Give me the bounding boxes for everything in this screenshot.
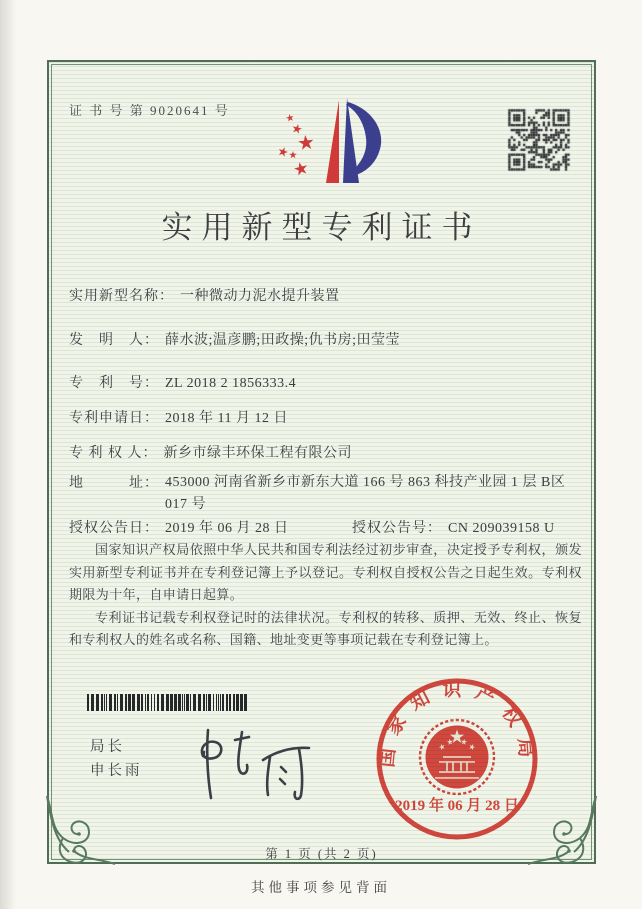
legal-paragraph-2: 专利证书记载专利权登记时的法律状况。专利权的转移、质押、无效、终止、恢复和专利权人的姓名或名称、国籍、地址变更等事项记载在专利登记簿上。 (69, 609, 582, 648)
certificate-number: 证 书 号 第 9020641 号 (69, 103, 230, 118)
corner-flourish-icon (526, 794, 600, 868)
legal-text (69, 539, 582, 652)
director-title: 局长 (90, 739, 125, 755)
page-info: 第 1 页 (共 2 页) (265, 847, 378, 861)
qr-code (507, 108, 571, 172)
field-name (69, 285, 340, 305)
field-name-label: 实用新型名称： (69, 289, 174, 304)
field-address-value: 453000 河南省新乡市新东大道 166 号 863 科技产业园 1 层 B区 017 号 (165, 475, 566, 512)
field-patent-no-value: ZL 2018 2 1856333.4 (165, 376, 297, 391)
field-filing-date-value: 2018 年 11 月 12 日 (165, 411, 288, 426)
field-grant-no (352, 517, 555, 537)
barcode (87, 694, 249, 711)
field-name-value: 一种微动力泥水提升装置 (180, 289, 340, 304)
corner-flourish-icon (43, 794, 117, 868)
director-name: 申长雨 (90, 762, 143, 779)
field-patentee-value: 新乡市绿丰环保工程有限公司 (163, 446, 352, 461)
seal-agency-text: 国家知识产权局 (376, 679, 537, 771)
director-signature (187, 714, 347, 804)
field-address-label: 地 址： (69, 476, 159, 491)
field-inventor-value: 薛水波;温彦鹏;田政操;仇书房;田莹莹 (165, 333, 401, 348)
field-address (69, 472, 589, 515)
legal-paragraph-1: 国家知识产权局依照中华人民共和国专利法经过初步审查，决定授予专利权，颁发实用新型专利证书并在专利登记簿上予以登记。专利权自授权公告之日起生效。专利权期限为十年，自申请日起算。 (69, 542, 582, 603)
field-filing-date-label: 专利申请日： (69, 411, 159, 426)
field-grant-date-label: 授权公告日： (69, 521, 159, 536)
field-grant (69, 517, 555, 537)
seal-date: 2019 年 06 月 28 日 (395, 798, 519, 814)
field-patent-no (69, 372, 296, 392)
field-patent-no-label: 专 利 号： (69, 376, 159, 391)
field-patentee (69, 442, 352, 462)
field-grant-no-label: 授权公告号： (352, 521, 442, 536)
field-grant-no-value: CN 209039158 U (448, 521, 555, 536)
cnipa-logo-icon (262, 88, 382, 200)
back-note: 其他事项参见背面 (251, 880, 391, 895)
field-inventor (69, 329, 400, 349)
certificate-title: 实用新型专利证书 (161, 210, 482, 245)
field-inventor-label: 发 明 人： (69, 333, 159, 348)
field-filing-date (69, 407, 288, 427)
field-grant-date-value: 2019 年 06 月 28 日 (165, 521, 289, 536)
director-block (90, 736, 143, 784)
agency-seal (371, 673, 543, 845)
field-patentee-label: 专 利 权 人： (69, 446, 158, 461)
certificate-border (47, 60, 596, 864)
